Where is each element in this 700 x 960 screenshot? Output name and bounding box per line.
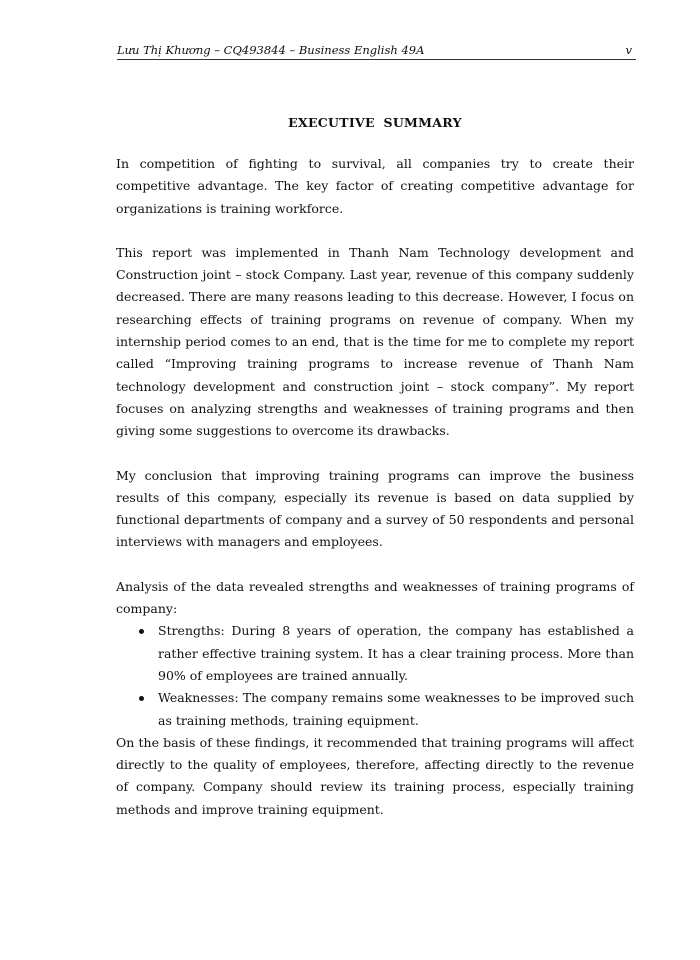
paragraph-analysis: Analysis of the data revealed strengths and weaknesses of training programs of company: — [116, 578, 634, 617]
bullet-icon — [139, 696, 144, 701]
paragraph-recommendation: On the basis of these findings, it recommended that training programs will affect directly to the quality of employees, therefore, affecting directly to the revenue of company. Company should review its training process, especially training methods and improve training equipment. — [116, 734, 634, 817]
paragraph-report-scope: This report was implemented in Thanh Nam Technology development and Construction joint – stock Company. Last year, revenue of this company suddenly decreased. There are many reasons leading to this decrease. However, I focus on researching effects of training programs on revenue of company. When my internship period comes to an end, that is the time for me to complete my report called “Improving training programs to increase revenue of Thanh Nam technology development and construction joint – stock company”. My report focuses on analyzing strengths and weaknesses of training programs and then giving some suggestions to overcome its drawbacks. — [116, 244, 634, 439]
header-author-course: Lưu Thị Khương – CQ493844 – Business English 49A — [117, 43, 425, 57]
header-page-number: v — [625, 43, 632, 57]
page-header — [117, 43, 636, 60]
document-body — [116, 113, 634, 843]
section-title: EXECUTIVE SUMMARY — [288, 115, 462, 130]
paragraph-intro: In competition of fighting to survival, all companies try to create their competitive advantage. The key factor of creating competitive advantage for organizations is training workforce. — [116, 156, 634, 216]
list-item-text: Weaknesses: The company remains some weaknesses to be improved such as training methods, training equipment. — [158, 690, 634, 728]
findings-list — [116, 620, 634, 731]
paragraph-conclusion: My conclusion that improving training programs can improve the business results of this company, especially its revenue is based on data supplied by functional departments of company and a survey of 50 respondents and personal interviews with managers and employees. — [116, 467, 634, 550]
list-item-strengths — [116, 620, 634, 687]
bullet-icon — [139, 629, 144, 634]
list-item-weaknesses — [116, 687, 634, 732]
list-item-text: Strengths: During 8 years of operation, the company has established a rather effective training system. It has a clear training process. More than 90% of employees are trained annually. — [158, 623, 634, 683]
